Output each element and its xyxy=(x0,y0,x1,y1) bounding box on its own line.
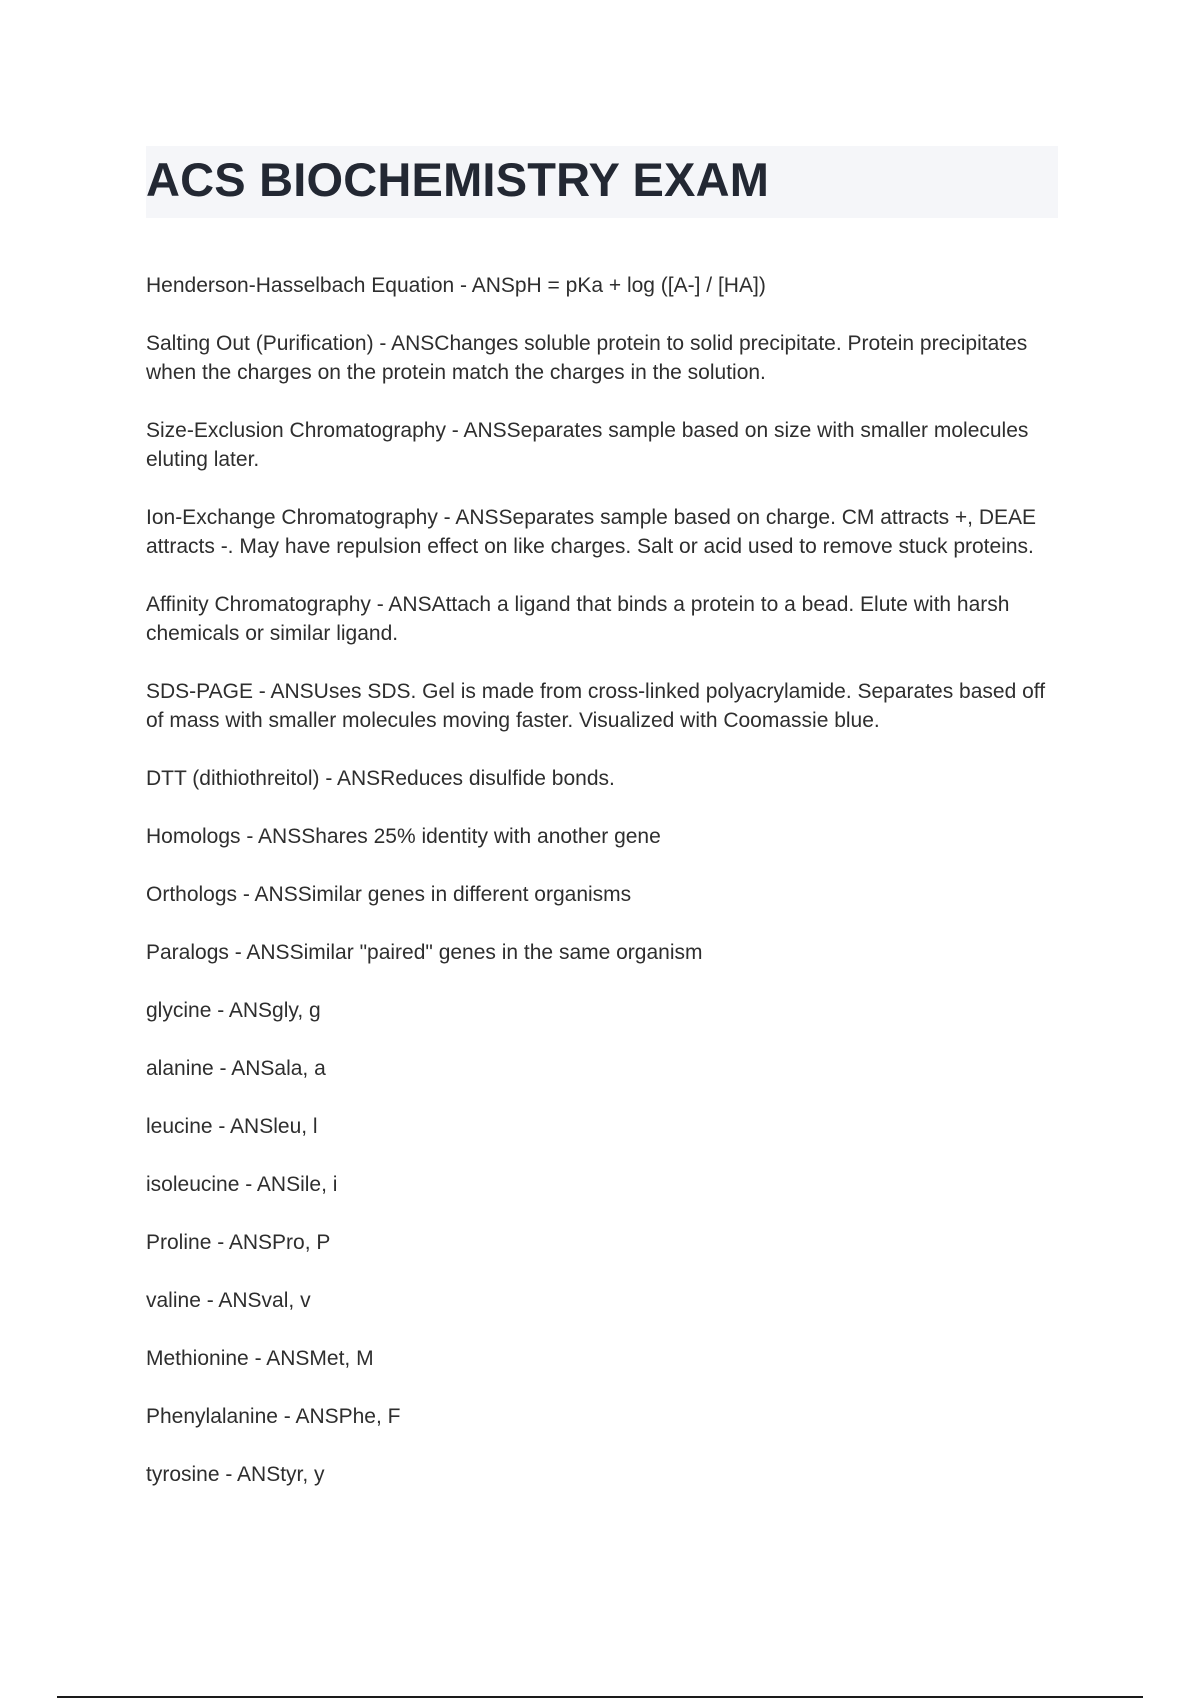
flashcard-entry-affinity: Affinity Chromatography - ANSAttach a ligand that binds a protein to a bead. Elute with harsh chemicals or similar ligand. xyxy=(146,593,1010,645)
flashcard-entry-tyrosine: tyrosine - ANStyr, y xyxy=(146,1463,325,1486)
title-banner xyxy=(146,146,1058,218)
footer-divider xyxy=(57,1696,1143,1698)
flashcard-entry-dtt: DTT (dithiothreitol) - ANSReduces disulfide bonds. xyxy=(146,767,615,790)
flashcard-entry-orthologs: Orthologs - ANSSimilar genes in different organisms xyxy=(146,883,632,906)
flashcard-entry-sds-page: SDS-PAGE - ANSUses SDS. Gel is made from cross-linked polyacrylamide. Separates based off of mass with smaller molecules moving faster. Visualized with Coomassie blue. xyxy=(146,680,1046,732)
flashcard-entry-homologs: Homologs - ANSShares 25% identity with another gene xyxy=(146,825,661,848)
flashcard-entry-glycine: glycine - ANSgly, g xyxy=(146,999,321,1022)
flashcard-entry-henderson-hasselbach: Henderson-Hasselbach Equation - ANSpH = pKa + log ([A-] / [HA]) xyxy=(146,274,766,297)
flashcard-entry-paralogs: Paralogs - ANSSimilar "paired" genes in the same organism xyxy=(146,941,703,964)
flashcard-entry-valine: valine - ANSval, v xyxy=(146,1289,311,1312)
flashcard-entry-size-exclusion: Size-Exclusion Chromatography - ANSSeparates sample based on size with smaller molecules eluting later. xyxy=(146,419,1029,471)
flashcard-entry-leucine: leucine - ANSleu, l xyxy=(146,1115,318,1138)
flashcard-entry-methionine: Methionine - ANSMet, M xyxy=(146,1347,374,1370)
flashcard-entry-isoleucine: isoleucine - ANSile, i xyxy=(146,1173,338,1196)
flashcard-entry-salting-out: Salting Out (Purification) - ANSChanges soluble protein to solid precipitate. Protein precipitates when the charges on the protein match the charges in the solution. xyxy=(146,332,1028,384)
flashcard-list xyxy=(146,271,1046,1489)
document-title: ACS BIOCHEMISTRY EXAM xyxy=(146,153,770,206)
flashcard-entry-alanine: alanine - ANSala, a xyxy=(146,1057,326,1080)
flashcard-entry-ion-exchange: Ion-Exchange Chromatography - ANSSeparates sample based on charge. CM attracts +, DEAE attracts -. May have repulsion effect on like charges. Salt or acid used to remove stuck proteins. xyxy=(146,506,1037,558)
flashcard-entry-phenylalanine: Phenylalanine - ANSPhe, F xyxy=(146,1405,401,1428)
flashcard-entry-proline: Proline - ANSPro, P xyxy=(146,1231,331,1254)
